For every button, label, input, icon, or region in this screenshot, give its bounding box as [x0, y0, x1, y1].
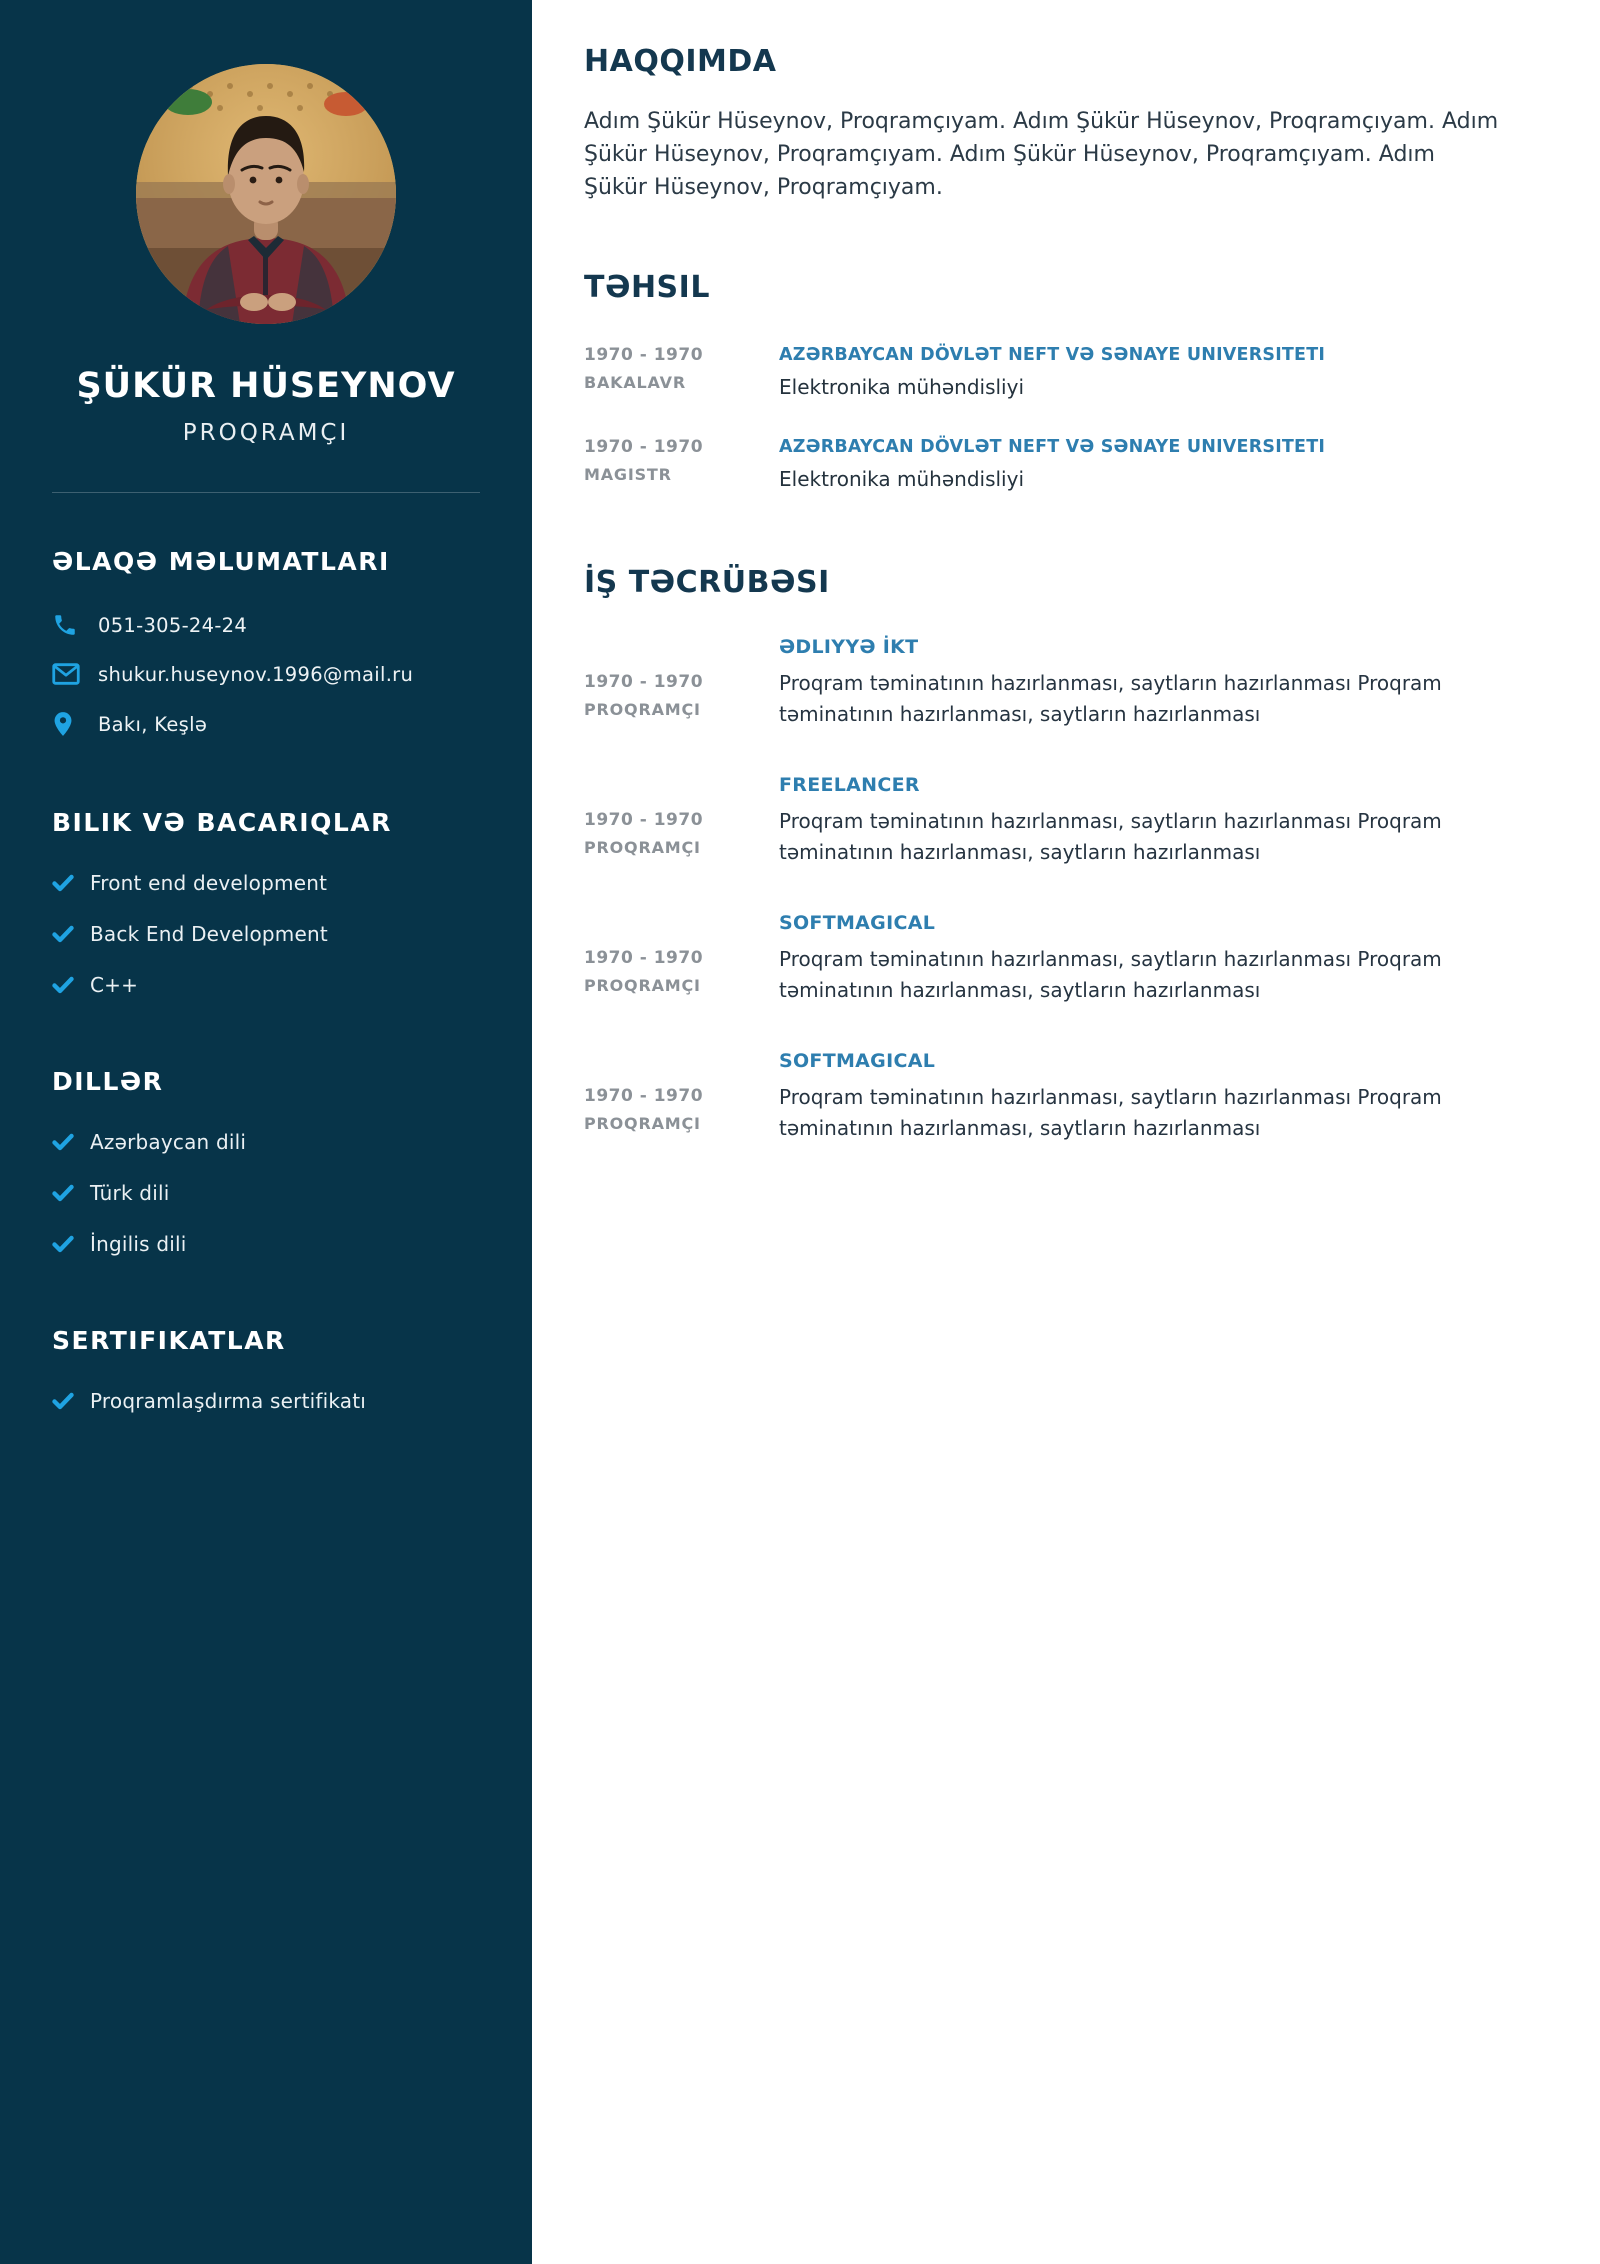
check-icon: [52, 1184, 76, 1202]
experience-company: SOFTMAGICAL: [779, 912, 936, 934]
experience-item-left: [584, 1050, 779, 1144]
experience-description: Proqram təminatının hazırlanması, saytların hazırlanması Proqram təminatının hazırlanması, saytların hazırlanması: [779, 809, 1442, 864]
experience-heading: İŞ TƏCRÜBƏSI: [584, 565, 830, 600]
language-label: İngilis dili: [90, 1232, 187, 1256]
experience-item-right: [779, 636, 1504, 730]
certificates-section: [52, 1326, 480, 1413]
skills-list: [52, 871, 480, 997]
language-item: [52, 1130, 480, 1154]
education-item-left: [584, 437, 779, 491]
contact-row-phone: [52, 612, 480, 638]
about-text: Adım Şükür Hüseynov, Proqramçıyam. Adım Şükür Hüseynov, Proqramçıyam. Adım Şükür Hüseynov, Proqramçıyam. Adım Şükür Hüseynov, Proqramçıyam. Adım Şükür Hüseynov, Proqramçıyam.: [584, 109, 1499, 200]
avatar: [136, 64, 396, 324]
experience-dates: 1970 - 1970: [584, 810, 704, 830]
education-item: [584, 437, 1504, 491]
email-address: shukur.huseynov.1996@mail.ru: [98, 662, 414, 686]
certificates-list: [52, 1389, 480, 1413]
experience-item: [584, 912, 1504, 1006]
language-label: Azərbaycan dili: [90, 1130, 247, 1154]
skills-section: [52, 808, 480, 997]
experience-section: [584, 565, 1504, 1144]
education-dates: 1970 - 1970: [584, 345, 704, 365]
experience-company: FREELANCER: [779, 774, 920, 796]
about-heading: HAQQIMDA: [584, 44, 777, 79]
skill-item: [52, 922, 480, 946]
check-icon: [52, 1235, 76, 1253]
experience-company: ƏDLIYYƏ İKT: [779, 636, 919, 658]
languages-list: [52, 1130, 480, 1256]
education-item-right: [779, 345, 1504, 399]
about-section: [584, 44, 1504, 204]
phone-icon: [52, 612, 82, 638]
skill-label: Back End Development: [90, 922, 328, 946]
contact-list: [52, 612, 480, 738]
sidebar-divider: [52, 492, 480, 493]
profile-photo-illustration: [136, 64, 396, 324]
experience-list: [584, 636, 1504, 1144]
check-icon: [52, 1392, 76, 1410]
education-school: AZƏRBAYCAN DÖVLƏT NEFT VƏ SƏNAYE UNIVERSITETI: [779, 345, 1326, 365]
experience-item-right: [779, 912, 1504, 1006]
education-field: Elektronika mühəndisliyi: [779, 375, 1025, 399]
education-dates: 1970 - 1970: [584, 437, 704, 457]
sidebar: [0, 0, 532, 2264]
contact-row-location: [52, 710, 480, 738]
contact-heading: ƏLAQƏ MƏLUMATLARI: [52, 547, 390, 576]
pin-icon: [52, 710, 82, 738]
education-item: [584, 345, 1504, 399]
skill-item: [52, 871, 480, 895]
contact-section: [52, 547, 480, 738]
experience-description: Proqram təminatının hazırlanması, saytların hazırlanması Proqram təminatının hazırlanması, saytların hazırlanması: [779, 671, 1442, 726]
experience-role: PROQRAMÇI: [584, 700, 701, 719]
experience-item-right: [779, 774, 1504, 868]
experience-dates: 1970 - 1970: [584, 672, 704, 692]
experience-item-left: [584, 636, 779, 730]
language-label: Türk dili: [90, 1181, 170, 1205]
education-item-left: [584, 345, 779, 399]
person-role: PROQRAMÇI: [182, 420, 350, 446]
main-content: [532, 0, 1600, 2264]
experience-role: PROQRAMÇI: [584, 838, 701, 857]
experience-item: [584, 1050, 1504, 1144]
experience-item-left: [584, 912, 779, 1006]
education-degree: BAKALAVR: [584, 373, 686, 392]
skill-label: Front end development: [90, 871, 328, 895]
skill-label: C++: [90, 973, 139, 997]
location-text: Bakı, Keşlə: [98, 712, 208, 736]
experience-description: Proqram təminatının hazırlanması, saytların hazırlanması Proqram təminatının hazırlanması, saytların hazırlanması: [779, 1085, 1442, 1140]
languages-heading: DILLƏR: [52, 1067, 164, 1096]
education-section: [584, 270, 1504, 491]
experience-description: Proqram təminatının hazırlanması, saytların hazırlanması Proqram təminatının hazırlanması, saytların hazırlanması: [779, 947, 1442, 1002]
experience-item: [584, 636, 1504, 730]
certificate-item: [52, 1389, 480, 1413]
education-heading: TƏHSIL: [584, 270, 710, 305]
education-item-right: [779, 437, 1504, 491]
envelope-icon: [52, 662, 82, 686]
education-list: [584, 345, 1504, 491]
education-school: AZƏRBAYCAN DÖVLƏT NEFT VƏ SƏNAYE UNIVERSITETI: [779, 437, 1326, 457]
skill-item: [52, 973, 480, 997]
experience-dates: 1970 - 1970: [584, 1086, 704, 1106]
language-item: [52, 1181, 480, 1205]
experience-company: SOFTMAGICAL: [779, 1050, 936, 1072]
languages-section: [52, 1067, 480, 1256]
education-field: Elektronika mühəndisliyi: [779, 467, 1025, 491]
check-icon: [52, 976, 76, 994]
skills-heading: BILIK VƏ BACARIQLAR: [52, 808, 392, 837]
experience-item: [584, 774, 1504, 868]
experience-role: PROQRAMÇI: [584, 976, 701, 995]
contact-row-email: [52, 662, 480, 686]
experience-dates: 1970 - 1970: [584, 948, 704, 968]
person-name: ŞÜKÜR HÜSEYNOV: [76, 366, 456, 406]
check-icon: [52, 925, 76, 943]
language-item: [52, 1232, 480, 1256]
certificates-heading: SERTIFIKATLAR: [52, 1326, 286, 1355]
check-icon: [52, 1133, 76, 1151]
check-icon: [52, 874, 76, 892]
certificate-label: Proqramlaşdırma sertifikatı: [90, 1389, 367, 1413]
experience-item-right: [779, 1050, 1504, 1144]
education-degree: MAGISTR: [584, 465, 672, 484]
experience-role: PROQRAMÇI: [584, 1114, 701, 1133]
experience-item-left: [584, 774, 779, 868]
phone-number: 051-305-24-24: [98, 613, 248, 637]
